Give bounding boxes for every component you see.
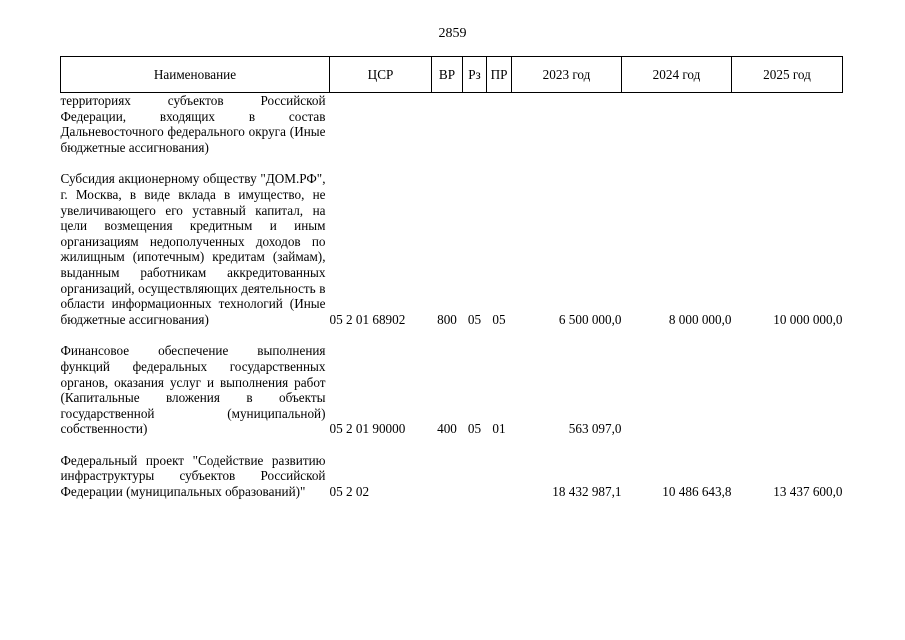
row-spacer [61,327,843,343]
row-2025 [732,93,843,156]
column-header-2025: 2025 год [732,57,843,93]
column-header-2024: 2024 год [622,57,732,93]
row-2025 [732,343,843,437]
row-2024: 8 000 000,0 [668,311,732,327]
table-row [61,93,843,156]
row-2023: 563 097,0 [568,421,622,437]
row-vr [432,453,463,500]
row-csr [330,93,432,156]
row-2023: 18 432 987,1 [552,484,622,500]
budget-table [60,56,843,500]
row-rz: 05 [467,311,482,327]
row-spacer [61,437,843,453]
column-header-name: Наименование [61,57,330,93]
row-csr: 05 2 01 90000 [329,421,406,437]
row-2023: 6 500 000,0 [558,311,622,327]
row-2025: 10 000 000,0 [773,311,843,327]
row-vr: 400 [437,421,457,437]
row-vr: 800 [437,311,457,327]
row-2025: 13 437 600,0 [773,484,843,500]
row-2024 [622,343,732,437]
column-header-pr: ПР [487,57,512,93]
row-csr: 05 2 02 [329,484,370,500]
row-name: территориях субъектов Российской Федерации, входящих в состав Дальневосточного федерального округа (Иные бюджетные ассигнования) [60,93,326,155]
row-2024: 10 486 643,8 [662,484,732,500]
table-row [61,171,843,327]
column-header-vr: ВР [432,57,463,93]
row-pr: 05 [492,311,506,327]
row-name: Субсидия акционерному обществу "ДОМ.РФ", г. Москва, в виде вклада в имущество, не увеличивающего его уставный капитал, на цели возмещения кредитным и иным организациям недополученных доходов по жилищным (ипотечным) кредитам (займам), выданным работникам аккредитованных организаций, осуществляющих деятельность в области информационных технологий (Иные бюджетные ассигнования) [60,171,326,327]
row-vr [432,93,463,156]
table-header-row [61,57,843,93]
row-rz: 05 [467,421,482,437]
row-rz [463,93,487,156]
row-2023 [512,93,622,156]
row-pr: 01 [492,421,506,437]
row-pr [487,93,512,156]
row-pr [487,453,512,500]
column-header-2023: 2023 год [512,57,622,93]
row-csr: 05 2 01 68902 [329,311,406,327]
row-2024 [622,93,732,156]
table-row [61,343,843,437]
page-number: 2859 [438,26,467,41]
column-header-rz: Рз [463,57,487,93]
row-rz [463,453,487,500]
row-name: Финансовое обеспечение выполнения функций федеральных государственных органов, оказания услуг и выполнения работ (Капитальные вложения в объекты государственной (муниципальной) собственности) [60,343,326,437]
row-name: Федеральный проект "Содействие развитию инфраструктуры субъектов Российской Федерации (муниципальных образований)" [60,452,326,500]
column-header-csr: ЦСР [330,57,432,93]
row-spacer [61,155,843,171]
table-row [61,453,843,500]
